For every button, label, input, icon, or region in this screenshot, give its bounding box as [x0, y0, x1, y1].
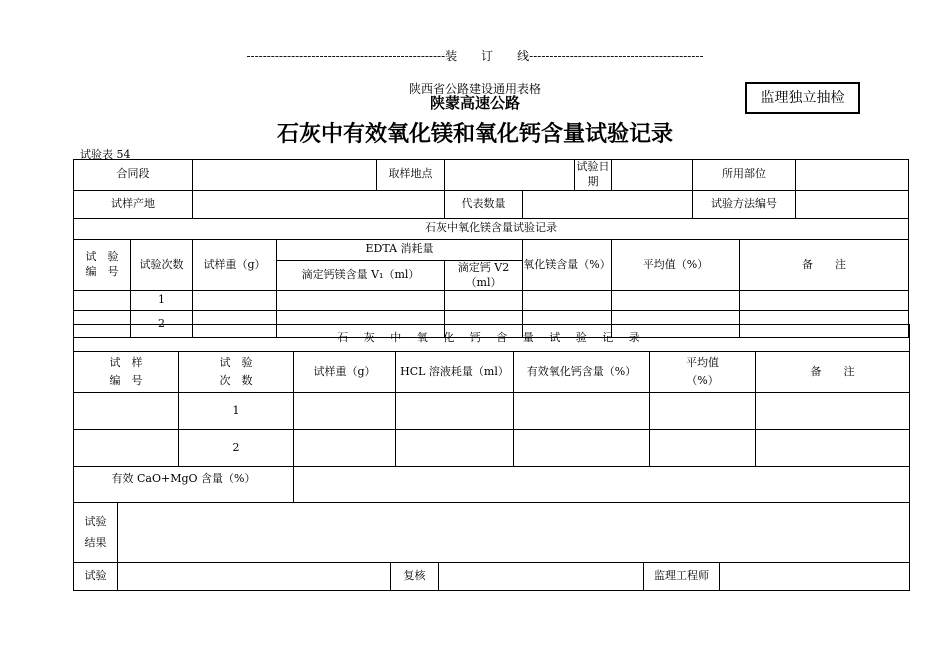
- total-content-value[interactable]: [294, 467, 910, 503]
- mgo-col-edta-v1: 滴定钙镁含量 V₁（ml）: [277, 260, 445, 291]
- department-label: 所用部位: [693, 160, 796, 191]
- mgo-row1-weight[interactable]: [193, 291, 277, 311]
- mgo-table: [73, 159, 909, 338]
- sample-origin-label: 试样产地: [74, 190, 193, 218]
- supervisor-value[interactable]: [720, 563, 910, 591]
- binding-line: -------------------------------------------------装 订 线-------------------------------------------: [246, 49, 704, 63]
- summary-table: [73, 466, 910, 591]
- mgo-col-weight: 试样重（g）: [193, 239, 277, 291]
- mgo-col-edta-v2: 滴定钙 V2（ml）: [445, 260, 523, 291]
- cao-row1-remark[interactable]: [756, 393, 910, 430]
- cao-row2-cao[interactable]: [514, 430, 650, 467]
- cao-col-trial: 试 验 次 数: [179, 352, 294, 393]
- cao-row1-sample-no[interactable]: [74, 393, 179, 430]
- province-form-label: 陕西省公路建设通用表格: [408, 82, 541, 96]
- project-name: 陕蒙高速公路: [429, 94, 520, 112]
- cao-row1-cao[interactable]: [514, 393, 650, 430]
- representative-qty-value[interactable]: [523, 190, 693, 218]
- mgo-col-mgo: 氧化镁含量（%）: [523, 239, 612, 291]
- cao-section-title: 石 灰 中 氧 化 钙 含 量 试 验 记 录: [74, 325, 910, 352]
- mgo-section-title: 石灰中氧化镁含量试验记录: [74, 218, 909, 239]
- cao-col-hcl: HCL 溶液耗量（ml）: [396, 352, 514, 393]
- test-result-label: 试验 结果: [74, 503, 118, 563]
- cao-row2-weight[interactable]: [294, 430, 396, 467]
- mgo-col-avg: 平均值（%）: [612, 239, 740, 291]
- cao-row2-sample-no[interactable]: [74, 430, 179, 467]
- form-number: 试验表 54: [80, 148, 131, 161]
- sample-origin-value[interactable]: [193, 190, 445, 218]
- mgo-col-sample-no: 试 验 编 号: [74, 239, 131, 291]
- mgo-row1-remark[interactable]: [740, 291, 909, 311]
- cao-col-remark: 备 注: [756, 352, 910, 393]
- cao-row1-avg[interactable]: [650, 393, 756, 430]
- cao-col-weight: 试样重（g）: [294, 352, 396, 393]
- cao-row2-trial: 2: [179, 430, 294, 467]
- test-date-value[interactable]: [612, 160, 693, 191]
- mgo-row1-avg[interactable]: [612, 291, 740, 311]
- reviewer-label: 复核: [391, 563, 439, 591]
- mgo-col-remark: 备 注: [740, 239, 909, 291]
- sampling-location-label: 取样地点: [377, 160, 445, 191]
- mgo-col-edta: EDTA 消耗量: [277, 239, 523, 260]
- mgo-row1-mgo[interactable]: [523, 291, 612, 311]
- total-content-label: 有效 CaO+MgO 含量（%）: [74, 467, 294, 503]
- cao-row2-remark[interactable]: [756, 430, 910, 467]
- cao-table: [73, 324, 910, 467]
- page-title: 石灰中有效氧化镁和氧化钙含量试验记录: [276, 122, 673, 147]
- supervisor-label: 监理工程师: [644, 563, 720, 591]
- representative-qty-label: 代表数量: [445, 190, 523, 218]
- cao-row1-hcl[interactable]: [396, 393, 514, 430]
- contract-section-label: 合同段: [74, 160, 193, 191]
- test-date-label: 试验日期: [575, 160, 612, 191]
- test-method-label: 试验方法编号: [693, 190, 796, 218]
- cao-row2-avg[interactable]: [650, 430, 756, 467]
- tester-label: 试验: [74, 563, 118, 591]
- cao-col-sample-no: 试 样 编 号: [74, 352, 179, 393]
- cao-col-avg: 平均值 （%）: [650, 352, 756, 393]
- mgo-row2-trial: 2: [131, 311, 193, 338]
- mgo-col-trial: 试验次数: [131, 239, 193, 291]
- tester-value[interactable]: [118, 563, 391, 591]
- mgo-row1-v1[interactable]: [277, 291, 445, 311]
- supervision-stamp: 监理独立抽检: [745, 82, 860, 114]
- cao-row1-trial: 1: [179, 393, 294, 430]
- cao-row2-hcl[interactable]: [396, 430, 514, 467]
- mgo-row1-v2[interactable]: [445, 291, 523, 311]
- cao-row1-weight[interactable]: [294, 393, 396, 430]
- test-method-value[interactable]: [796, 190, 909, 218]
- sampling-location-value[interactable]: [445, 160, 575, 191]
- mgo-row1-trial: 1: [131, 291, 193, 311]
- contract-section-value[interactable]: [193, 160, 377, 191]
- cao-col-cao: 有效氧化钙含量（%）: [514, 352, 650, 393]
- mgo-row1-sample-no[interactable]: [74, 291, 131, 311]
- reviewer-value[interactable]: [439, 563, 644, 591]
- test-result-value[interactable]: [118, 503, 910, 563]
- department-value[interactable]: [796, 160, 909, 191]
